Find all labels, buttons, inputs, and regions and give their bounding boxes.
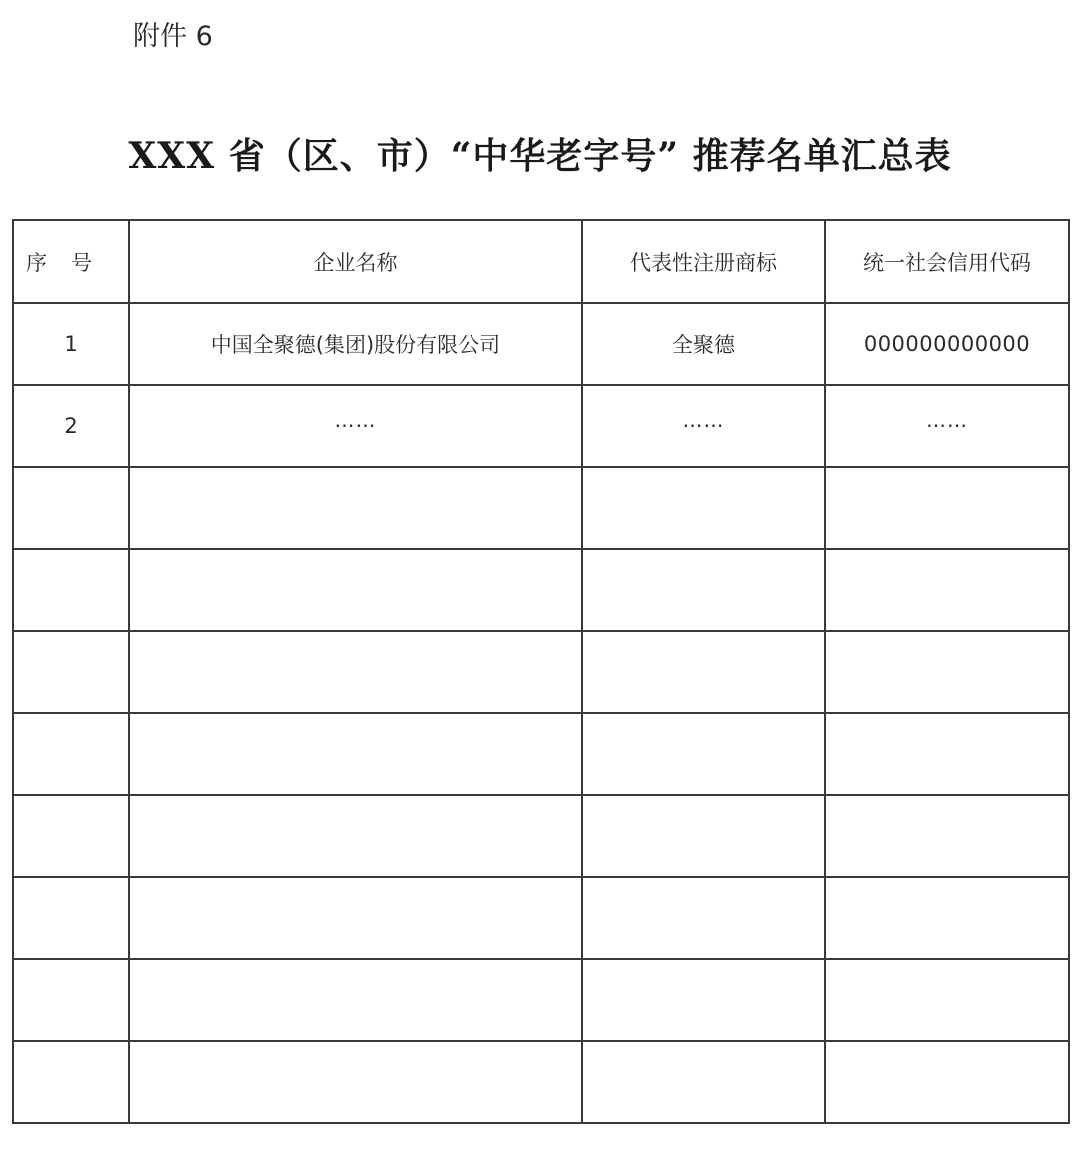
empty-cell xyxy=(13,713,129,795)
table-row xyxy=(13,385,1069,467)
empty-cell xyxy=(129,795,582,877)
cell-serial: 1 xyxy=(13,303,129,385)
empty-cell xyxy=(129,549,582,631)
table-header-row xyxy=(13,220,1069,303)
empty-cell xyxy=(13,959,129,1041)
ellipsis-placeholder: …… xyxy=(682,408,725,432)
empty-table-row xyxy=(13,877,1069,959)
empty-cell xyxy=(825,795,1069,877)
empty-cell xyxy=(582,467,825,549)
empty-cell xyxy=(825,1041,1069,1123)
empty-cell xyxy=(13,467,129,549)
cell-trademark: 全聚德 xyxy=(582,303,825,385)
empty-cell xyxy=(582,713,825,795)
empty-cell xyxy=(13,877,129,959)
empty-cell xyxy=(13,795,129,877)
empty-cell xyxy=(582,877,825,959)
empty-cell xyxy=(129,713,582,795)
empty-cell xyxy=(129,1041,582,1123)
empty-table-row xyxy=(13,1041,1069,1123)
empty-cell xyxy=(129,959,582,1041)
empty-cell xyxy=(825,959,1069,1041)
empty-cell xyxy=(13,1041,129,1123)
cell-trademark xyxy=(582,385,825,467)
empty-cell xyxy=(13,631,129,713)
empty-table-row xyxy=(13,549,1069,631)
column-header-trademark: 代表性注册商标 xyxy=(582,220,825,303)
cell-credit-code: 000000000000 xyxy=(825,303,1069,385)
table-row xyxy=(13,303,1069,385)
empty-table-row xyxy=(13,795,1069,877)
empty-cell xyxy=(825,549,1069,631)
empty-cell xyxy=(129,877,582,959)
empty-cell xyxy=(13,549,129,631)
empty-cell xyxy=(825,877,1069,959)
cell-company-name: 中国全聚德(集团)股份有限公司 xyxy=(129,303,582,385)
empty-table-row xyxy=(13,959,1069,1041)
empty-table-row xyxy=(13,631,1069,713)
document-title: XXX 省（区、市）“中华老字号” 推荐名单汇总表 xyxy=(128,135,952,177)
attachment-label: 附件 6 xyxy=(133,21,213,52)
empty-cell xyxy=(825,713,1069,795)
cell-credit-code xyxy=(825,385,1069,467)
empty-cell xyxy=(582,959,825,1041)
ellipsis-placeholder: …… xyxy=(334,408,377,432)
column-header-serial: 序号 xyxy=(13,220,129,303)
empty-table-row xyxy=(13,467,1069,549)
empty-cell xyxy=(582,631,825,713)
column-header-company-name: 企业名称 xyxy=(129,220,582,303)
empty-table-row xyxy=(13,713,1069,795)
cell-company-name xyxy=(129,385,582,467)
empty-cell xyxy=(582,795,825,877)
column-header-credit-code: 统一社会信用代码 xyxy=(825,220,1069,303)
empty-cell xyxy=(582,1041,825,1123)
empty-cell xyxy=(825,467,1069,549)
recommendation-table xyxy=(12,219,1070,1124)
empty-cell xyxy=(129,467,582,549)
empty-cell xyxy=(825,631,1069,713)
ellipsis-placeholder: …… xyxy=(926,408,968,432)
empty-cell xyxy=(582,549,825,631)
cell-serial: 2 xyxy=(13,385,129,467)
empty-cell xyxy=(129,631,582,713)
